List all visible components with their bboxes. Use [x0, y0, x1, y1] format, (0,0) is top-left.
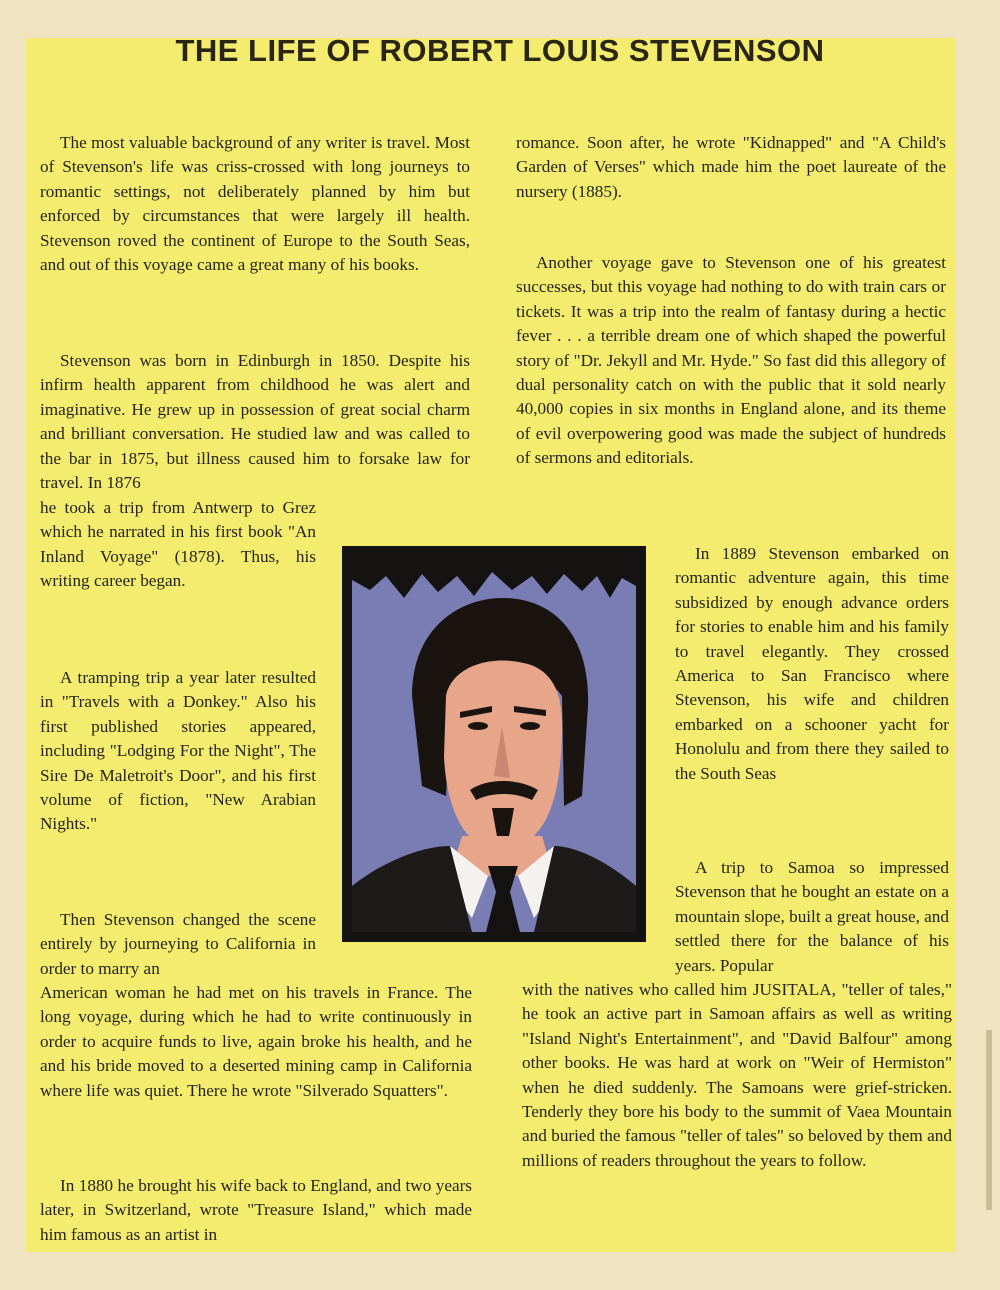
left-paragraph-5: In 1880 he brought his wife back to England, and two years later, in Switzerland, wrote "Treasure Island," which made him famous as an artist in: [40, 1176, 472, 1244]
left-paragraph-2: Stevenson was born in Edinburgh in 1850. Despite his infirm health apparent from childhood he was alert and imaginative. He grew up in possession of great social charm and brilliant conversation. He studied law and was called to the bar in 1875, but illness caused him to forsake law for travel. In 1876: [40, 351, 470, 493]
portrait-illustration: [342, 546, 646, 942]
right-paragraph-3: In 1889 Stevenson embarked on romantic adventure again, this time subsidized by enough advance orders for stories to enable him and his family to travel elegantly. They crossed America to San Francisco where Stevenson, his wife and children embarked on a schooner yacht for Honolulu and from there they sailed to the South Seas: [675, 544, 949, 783]
page-edge-tear: [986, 1030, 992, 1210]
stevenson-portrait-image: [342, 546, 646, 942]
left-paragraph-2-continued: he took a trip from Antwerp to Grez which he narrated in his first book "An Inland Voyage" (1878). Thus, his writing career began.: [40, 498, 316, 591]
left-paragraph-1: The most valuable background of any writer is travel. Most of Stevenson's life was criss-crossed with long journeys to romantic settings, not deliberately planned by him but enforced by circumstances that were largely ill health. Stevenson roved the continent of Europe to the South Seas, and out of this voyage came a great many of his books.: [40, 133, 470, 275]
right-paragraph-4: A trip to Samoa so impressed Stevenson that he bought an estate on a mountain slope, built a great house, and settled there for the balance of his years. Popular: [675, 858, 949, 975]
right-paragraph-2: Another voyage gave to Stevenson one of his greatest successes, but this voyage had nothing to do with train cars or tickets. It was a trip into the realm of fantasy during a hectic fever . . . a terrible dream one of which shaped the powerful story of "Dr. Jekyll and Mr. Hyde." So fast did this allegory of dual personality catch on with the public that it sold nearly 40,000 copies in six months in England alone, and its theme of evil overpowering good was made the subject of hundreds of sermons and editorials.: [516, 253, 946, 468]
right-paragraph-1: romance. Soon after, he wrote "Kidnapped" and "A Child's Garden of Verses" which made him the poet laureate of the nursery (1885).: [516, 133, 946, 201]
article-title: THE LIFE OF ROBERT LOUIS STEVENSON: [175, 33, 825, 68]
left-paragraph-3: A tramping trip a year later resulted in "Travels with a Donkey." Also his first published stories appeared, including "Lodging For the Night", The Sire De Maletroit's Door", and his first volume of fiction, "New Arabian Nights.": [40, 668, 316, 834]
left-paragraph-4-continued: American woman he had met on his travels in France. The long voyage, during which he had to write continuously in order to acquire funds to live, again broke his health, and he and his bride moved to a deserted mining camp in California where life was quiet. There he wrote "Silverado Squatters".: [40, 983, 472, 1100]
left-paragraph-4: Then Stevenson changed the scene entirely by journeying to California in order to marry an: [40, 910, 316, 978]
right-paragraph-4-continued: with the natives who called him JUSITALA, "teller of tales," he took an active part in Samoan affairs as well as writing "Island Night's Entertainment", and "David Balfour" among other books. He was hard at work on "Weir of Hermiston" when he died suddenly. The Samoans were grief-stricken. Tenderly they bore his body to the summit of Vaea Mountain and buried the famous "teller of tales" so beloved by them and millions of readers throughout the years to follow.: [522, 980, 952, 1170]
